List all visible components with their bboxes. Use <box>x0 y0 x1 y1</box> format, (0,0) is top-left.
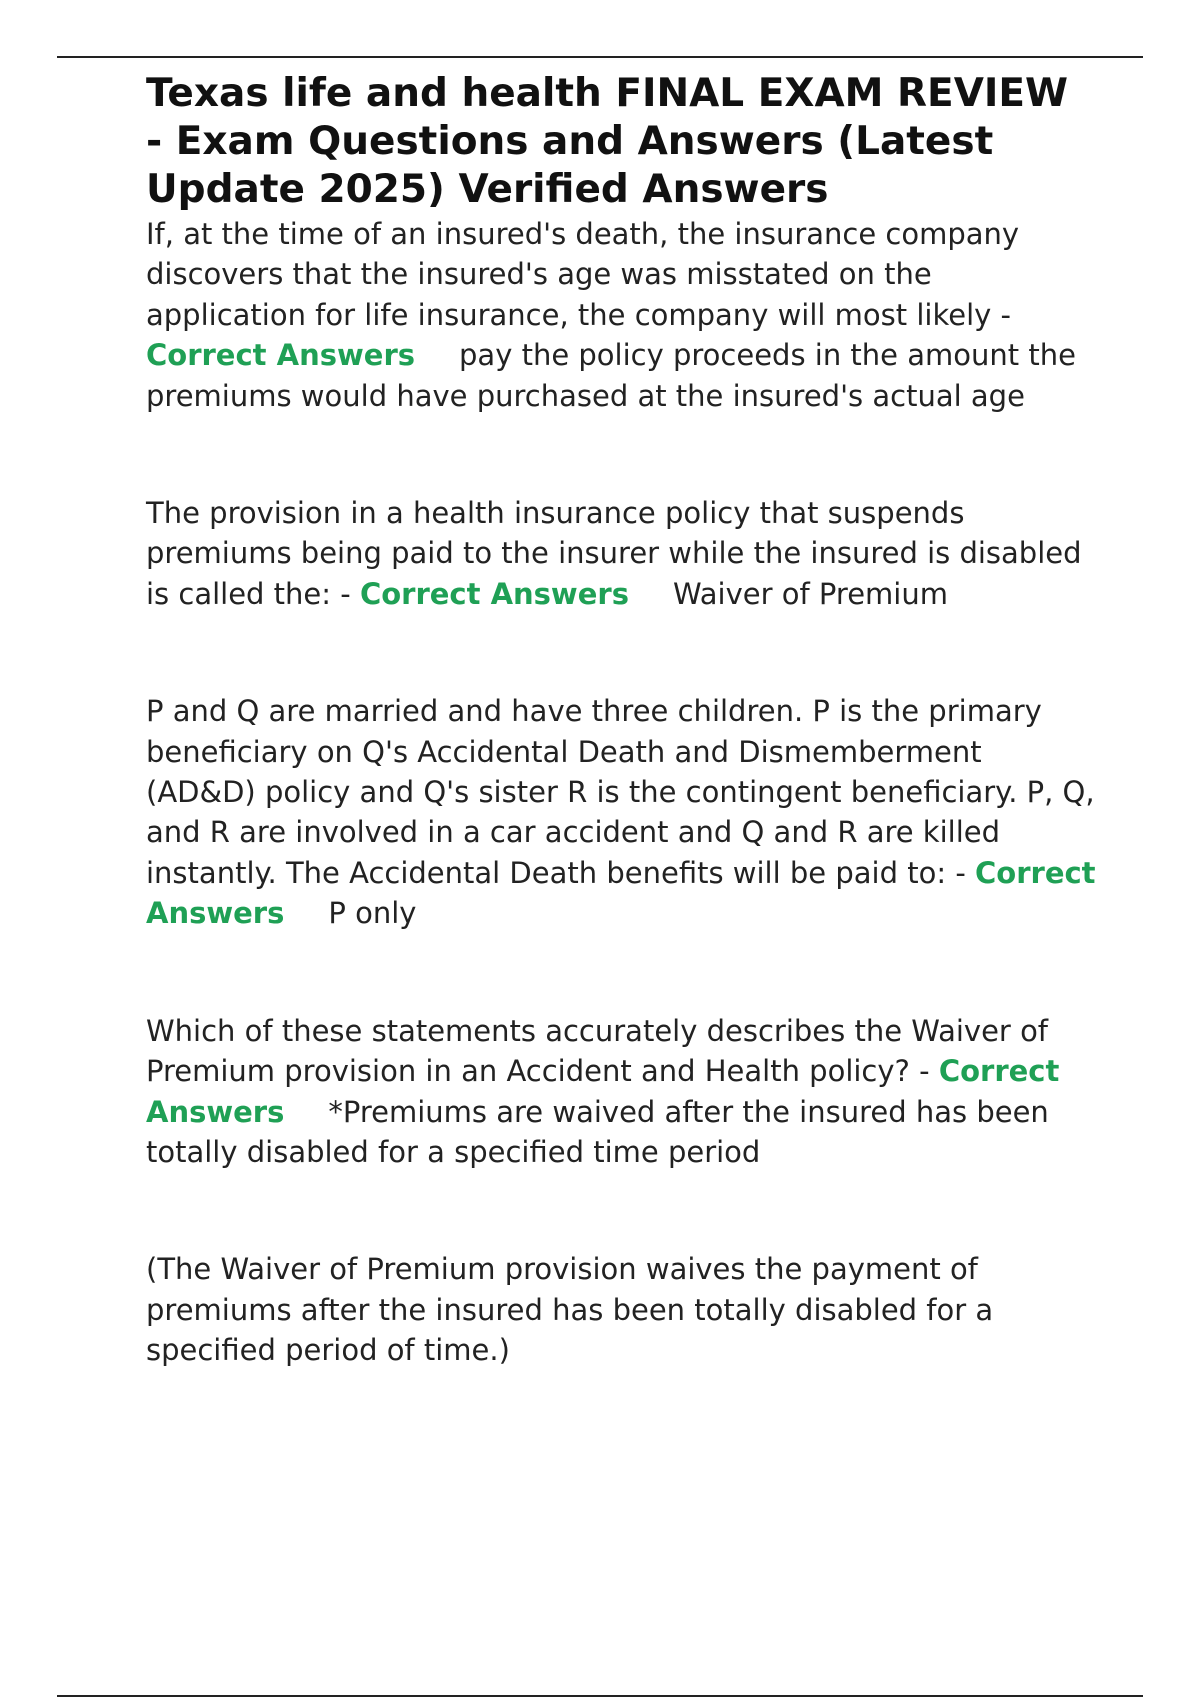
correct-answers-label: Correct Answers <box>359 576 629 611</box>
qa-item <box>146 493 1096 614</box>
correct-answers-label: Correct Answers <box>146 338 416 373</box>
correct-answers-label: Correct Answers <box>146 1054 1060 1129</box>
bottom-rule <box>57 1695 1143 1697</box>
qa-item <box>146 1011 1096 1173</box>
explanation-note: (The Waiver of Premium provision waives the payment of premiums after the insured has been totally disabled for a specified period of time.) <box>146 1252 994 1368</box>
document-title: Texas life and health FINAL EXAM REVIEW - Exam Questions and Answers (Latest Update 2025) Verified Answers <box>146 71 1069 212</box>
document-body <box>146 70 1096 1371</box>
qa-item <box>146 691 1096 933</box>
answer-text: P only <box>328 896 417 931</box>
top-rule <box>57 56 1143 58</box>
answer-text: pay the policy proceeds in the amount the premiums would have purchased at the insured's actual age <box>146 338 1076 413</box>
question-text: If, at the time of an insured's death, the insurance company discovers that the insured's age was misstated on the application for life insurance, the company will most likely - <box>146 217 1020 332</box>
answer-text: Waiver of Premium <box>672 576 948 611</box>
answer-text: *Premiums are waived after the insured has been totally disabled for a specified time period <box>146 1094 1049 1169</box>
correct-answers-label: Correct Answers <box>146 855 1096 931</box>
qa-item <box>146 214 1096 416</box>
question-text: P and Q are married and have three children. P is the primary beneficiary on Q's Accidental Death and Dismemberment (AD&D) policy and Q's sister R is the contingent beneficiary. P, Q, and R are involved in a car accident and Q and R are killed instantly. The Accidental Death benefits will be paid to: - <box>146 694 1095 890</box>
question-text: Which of these statements accurately describes the Waiver of Premium provision in an Accident and Health policy? - <box>146 1013 1049 1089</box>
question-text: The provision in a health insurance policy that suspends premiums being paid to the insurer while the insured is disabled is called the: - <box>146 496 1082 611</box>
